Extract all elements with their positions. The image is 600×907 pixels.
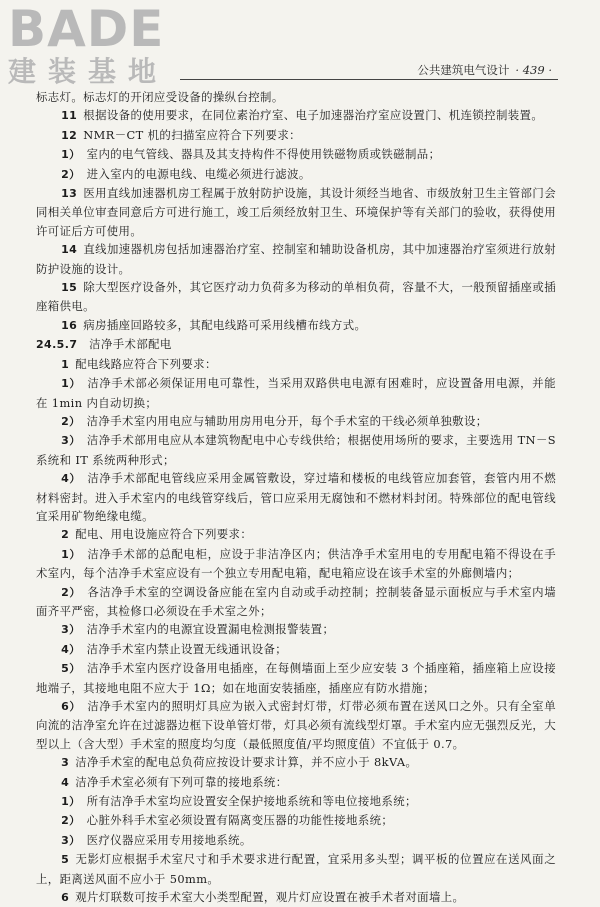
logo-subtitle: 建装基地 xyxy=(8,55,169,88)
paragraph-text: 洁净手术室内的照明灯具应为嵌入式密封灯带，灯带必须布置在送风口之外。只有全室单向流的洁净室允许在过滤器边框下设单管灯带，灯具必须有流线型灯罩。手术室内应无强烈反光，大型以上（含大型）手术室的照度均匀度（最低照度值/平均照度值）不宜低于 0.7。 xyxy=(36,699,556,751)
item-number: 2） xyxy=(61,814,81,828)
paragraph-text: 室内的电气管线、器具及其支持构件不得使用铁磁物质或铁磁制品； xyxy=(86,147,441,162)
paragraph xyxy=(36,545,556,583)
paragraph-text: 配电线路应符合下列要求： xyxy=(75,356,217,371)
paragraph-text: 洁净手术部必须保证用电可靠性，当采用双路供电电源有困难时，应设置备用电源，并能在 1min 内自动切换； xyxy=(36,376,556,410)
item-number: 1 xyxy=(61,357,70,371)
paragraph xyxy=(36,355,556,374)
paragraph-text: 洁净手术部的总配电柜，应设于非洁净区内；供洁净手术室用电的专用配电箱不得设在手术室内，每个洁净手术室应设有一个独立专用配电箱，配电箱应设在该手术室的外廊侧墙内； xyxy=(36,546,556,581)
paragraph-text: 洁净手术室内用电应与辅助用房用电分开，每个手术室的干线必须单独敷设； xyxy=(86,413,488,428)
item-number: 15 xyxy=(61,281,78,295)
paragraph-text: 洁净手术室必须有下列可靠的接地系统： xyxy=(75,774,288,789)
item-number: 3 xyxy=(61,756,70,770)
item-number: 11 xyxy=(61,109,78,123)
paragraph-text: 观片灯联数可按手术室大小类型配置，观片灯应设置在被手术者对面墙上。 xyxy=(75,890,465,905)
item-number: 5 xyxy=(61,853,70,867)
item-number: 14 xyxy=(61,243,78,257)
item-number: 1） xyxy=(61,547,81,561)
paragraph-text: 除大型医疗设备外，其它医疗动力负荷多为移动的单相负荷，容量不大，一般预留插座或插座箱供电。 xyxy=(36,280,556,314)
item-number: 13 xyxy=(61,187,78,201)
paragraph xyxy=(36,165,556,184)
paragraph xyxy=(36,184,556,240)
paragraph-text: 医疗仪器应采用专用接地系统。 xyxy=(86,832,252,847)
paragraph xyxy=(36,240,556,278)
item-number: 6） xyxy=(61,700,81,713)
paragraph-text: 洁净手术部用电应从本建筑物配电中心专线供给；根据使用场所的要求，主要选用 TN－S 系统和 IT 系统两种形式； xyxy=(36,433,556,467)
item-number: 3） xyxy=(61,434,81,448)
section-heading xyxy=(36,335,556,354)
paragraph xyxy=(36,850,556,888)
paragraph xyxy=(36,831,556,850)
book-title: 公共建筑电气设计 xyxy=(417,63,510,77)
item-number: 6 xyxy=(61,891,70,905)
item-number: 4） xyxy=(61,642,81,656)
paragraph-text: NMR－CT 机的扫描室应符合下列要求： xyxy=(83,127,301,142)
paragraph xyxy=(36,106,556,125)
paragraph xyxy=(36,753,556,772)
paragraph-text: 根据设备的使用要求，在同位素治疗室、电子加速器治疗室应设置门、机连锁控制装置。 xyxy=(83,108,544,123)
paragraph-text: 医用直线加速器机房工程属于放射防护设施，其设计须经当地省、市级放射卫生主管部门会同相关单位审查同意后方可进行施工，竣工后须经放射卫生、环境保护等有关部门的验收，获得使用许可证后方可使用。 xyxy=(36,186,556,238)
publisher-logo xyxy=(8,0,188,92)
item-number: 1） xyxy=(61,377,81,391)
header-rule xyxy=(180,79,558,80)
paragraph xyxy=(36,583,556,621)
logo-brand: BADE xyxy=(8,0,165,58)
paragraph-text: 洁净手术室内的电源宜设置漏电检测报警装置； xyxy=(86,622,335,637)
item-number: 2） xyxy=(61,585,81,599)
paragraph-text: 洁净手术室的配电总负荷应按设计要求计算，并不应小于 8kVA。 xyxy=(75,755,418,770)
paragraph-text: 洁净手术部配电 xyxy=(89,337,172,352)
paragraph-text: 病房插座回路较多，其配电线路可采用线槽布线方式。 xyxy=(83,317,367,332)
paragraph xyxy=(36,316,556,335)
page-body xyxy=(36,88,556,907)
paragraph xyxy=(36,469,556,525)
paragraph-text: 洁净手术室内医疗设备用电插座，在每侧墙面上至少应安装 3 个插座箱，插座箱上应设接地端子，其接地电阻不应大于 1Ω；如在地面安装插座，插座应有防水措施； xyxy=(36,661,556,695)
paragraph-text: 洁净手术室内禁止设置无线通讯设备； xyxy=(86,641,288,656)
paragraph xyxy=(36,888,556,907)
paragraph xyxy=(36,88,556,106)
item-number: 16 xyxy=(61,318,78,332)
item-number: 4 xyxy=(61,775,70,789)
paragraph xyxy=(36,773,556,792)
item-number: 3） xyxy=(61,623,81,637)
paragraph-text: 无影灯应根据手术室尺寸和手术要求进行配置，宜采用多头型；调平板的位置应在送风面之上，距离送风面不应小于 50mm。 xyxy=(36,852,556,886)
paragraph xyxy=(36,640,556,659)
item-number: 1） xyxy=(61,795,81,809)
paragraph xyxy=(36,145,556,164)
paragraph xyxy=(36,374,556,412)
paragraph xyxy=(36,697,556,753)
item-number: 5） xyxy=(61,662,81,676)
paragraph xyxy=(36,126,556,145)
item-number: 12 xyxy=(61,128,78,142)
paragraph-text: 各洁净手术室的空调设备应能在室内自动或手动控制；控制装备显示面板应与手术室内墙面齐平严密，其检修口必须设在手术室之外； xyxy=(36,584,556,618)
paragraph-text: 标志灯。标志灯的开闭应受设备的操纵台控制。 xyxy=(36,90,284,104)
paragraph xyxy=(36,792,556,811)
paragraph xyxy=(36,659,556,697)
item-number: 4） xyxy=(61,472,81,486)
page-number: · 439 · xyxy=(515,63,552,77)
paragraph-text: 配电、用电设施应符合下列要求： xyxy=(75,527,253,542)
paragraph xyxy=(36,811,556,830)
paragraph xyxy=(36,278,556,316)
paragraph xyxy=(36,431,556,469)
item-number: 2） xyxy=(61,167,81,181)
paragraph xyxy=(36,620,556,639)
running-header xyxy=(417,62,552,78)
paragraph xyxy=(36,525,556,544)
paragraph xyxy=(36,412,556,431)
item-number: 2） xyxy=(61,414,81,428)
paragraph-text: 洁净手术部配电管线应采用金属管敷设，穿过墙和楼板的电线管应加套管，套管内用不燃材料密封。进入手术室内的电线管穿线后，管口应采用无腐蚀和不燃材料封闭。特殊部位的配电管线宜采用矿物绝缘电缆。 xyxy=(36,471,556,523)
paragraph-text: 进入室内的电源电线、电缆必须进行滤波。 xyxy=(86,166,311,181)
item-number: 24.5.7 xyxy=(36,338,78,352)
paragraph-text: 直线加速器机房包括加速器治疗室、控制室和辅助设备机房，其中加速器治疗室须进行放射防护设施的设计。 xyxy=(36,242,556,276)
item-number: 3） xyxy=(61,833,81,847)
paragraph-text: 所有洁净手术室均应设置安全保护接地系统和等电位接地系统； xyxy=(86,794,417,809)
item-number: 1） xyxy=(61,148,81,162)
item-number: 2 xyxy=(61,528,70,542)
paragraph-text: 心脏外科手术室必须设置有隔离变压器的功能性接地系统； xyxy=(86,813,394,828)
